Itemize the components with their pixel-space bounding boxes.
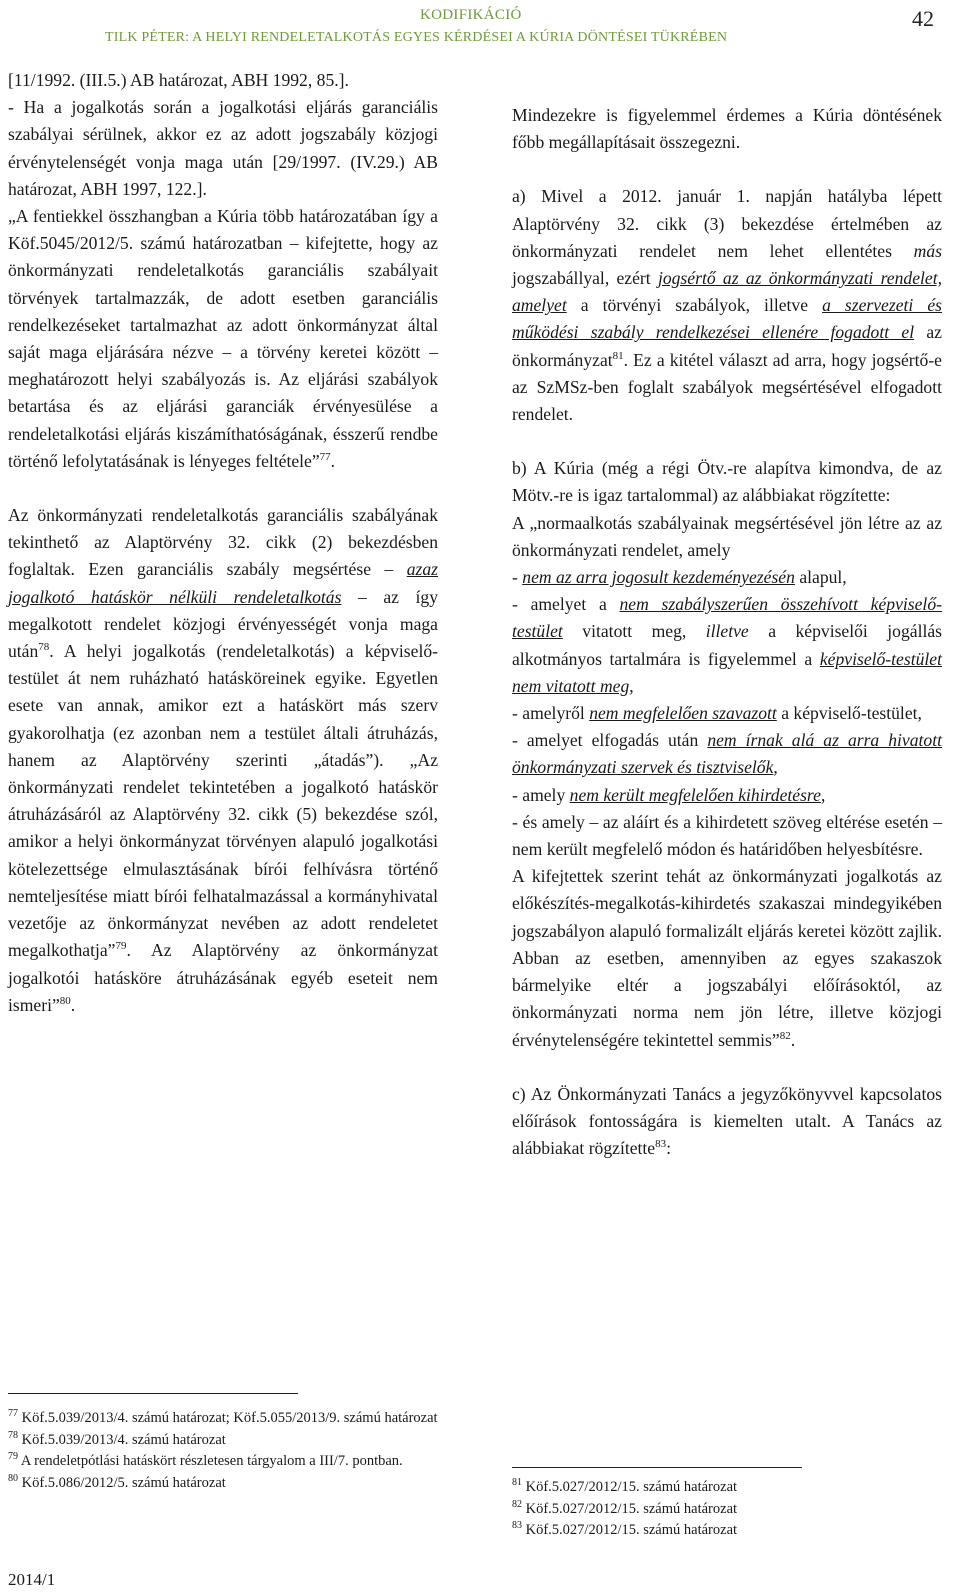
list-item: - nem az arra jogosult kezdeményezésén alapul, (512, 567, 847, 588)
paragraph: [11/1992. (III.5.) AB határozat, ABH 1992, 85.]. (8, 70, 349, 90)
paragraph: Mindezekre is figyelemmel érdemes a Kúria döntésének főbb megállapításait összegezni. (512, 105, 942, 153)
list-item: - amely nem került megfelelően kihirdetésre, (512, 784, 826, 805)
list-item: - és amely – az aláírt és a kihirdetett szöveg eltérése esetén – nem került megfelelő módon és határidőben helyesbítésre. (512, 811, 942, 860)
footnote: $^{77}$ Köf.5.039/2013/4. számú határozat; Köf.5.055/2013/9. számú határozat (8, 1408, 438, 1426)
footnote: $^{83}$ Köf.5.027/2012/15. számú határozat (512, 1520, 738, 1538)
footnote-ref: 79 (115, 940, 127, 953)
paragraph: Az önkormányzati rendeletalkotás garanciális szabályának tekinthető az Alaptörvény 32. cikk (2) bekezdésben foglaltak. Ezen garanciális szabály megsértése – azaz jogalkotó hatáskör nélküli rendeletalkotás – az így megalkotott rendelet közjogi érvényességét vonja maga után$^{78}$. A helyi jogalkotás (rendeletalkotás) a képviselő-testület át nem ruházható hatásköreinek egyike. Egyetlen esete van annak, amikor ezt a hatáskört más szerv gyakorolhatja (ez azonban nem a testület általi átruházás, hanem az Alaptörvény szerinti „átadás”). „Az önkormányzati rendelet tekintetében a jogalkotó hatáskör átruházásáról az Alaptörvény 32. cikk (5) bekezdése szól, amikor a helyi önkormányzat törvényen alapuló jogalkotási kötelezettsége elmulasztásának bírói felhívásra történő nemteljesítése miatt bírói felhatalmazással a kormányhivatal vezetője az önkormányzat nevében az adott rendeletet megalkothatja”$^{79}$. Az Alaptörvény az önkormányzat jogalkotói hatásköre átruházásának egyéb eseteit nem ismeri”$^{80}$. (8, 505, 439, 1015)
footnote-separator (512, 1467, 802, 1468)
footnote: $^{82}$ Köf.5.027/2012/15. számú határozat (512, 1498, 738, 1517)
paragraph: A „normaalkotás szabályainak megsértésével jön létre az az önkormányzati rendelet, amely (512, 512, 942, 560)
footnotes-left (8, 1408, 438, 1494)
right-column (512, 102, 942, 1162)
footnote: $^{81}$ Köf.5.027/2012/15. számú határozat (512, 1477, 738, 1495)
footnote-ref: 77 (319, 450, 331, 463)
list-item: - amelyről nem megfelelően szavazott a képviselő-testület, (512, 703, 922, 724)
journal-name: KODIFIKÁCIÓ (420, 7, 522, 23)
paragraph-b: b) A Kúria (még a régi Ötv.-re alapítva kimondva, de az Mötv.-re is igaz tartalommal) az alábbiakat rögzítette: (512, 458, 942, 506)
footnote-ref: 78 (38, 641, 50, 654)
list-item: - amelyet elfogadás után nem írnak alá az arra hivatott önkormányzati szervek és tisztviselők, (512, 730, 943, 778)
issue-label: 2014/1 (8, 1570, 56, 1589)
footnote-ref: 83 (655, 1138, 667, 1151)
footnote: $^{78}$ Köf.5.039/2013/4. számú határozat (8, 1429, 226, 1448)
page-header (0, 0, 960, 58)
paragraph-c: c) Az Önkormányzati Tanács a jegyzőkönyvvel kapcsolatos előírások fontosságára is kiemelten utalt. A Tanács az alábbiakat rögzítette$^{83}$: (512, 1083, 942, 1159)
left-column (8, 67, 438, 1019)
footnote: $^{79}$ A rendeletpótlási hatáskört részletesen tárgyalom a III/7. pontban. (8, 1451, 403, 1469)
page-number: 42 (912, 6, 934, 31)
article-running-title: TILK PÉTER: A HELYI RENDELETALKOTÁS EGYES KÉRDÉSEI A KÚRIA DÖNTÉSEI TÜKRÉBEN (105, 30, 728, 45)
footnote-ref: 82 (779, 1029, 791, 1042)
quote-paragraph: „A fentiekkel összhangban a Kúria több határozatában így a Köf.5045/2012/5. számú határozatban – kifejtette, hogy az önkormányzati rendeletalkotás garanciális szabályait törvények tartalmazzák, de adott esetben garanciális rendelkezéseket tartalmazhat az adott önkormányzat által saját maga eljárására nézve – a törvény keretei között – meghatározott helyi szabályozás is. Az eljárási szabályok betartása és az eljárási garanciák érvényesülése a rendeletalkotási eljárás kiszámíthatóságának, ésszerű rendbe történő lefolytatásának is lényeges feltétele”$^{77}$. (8, 206, 438, 471)
list-item: - amelyet a nem szabályszerűen összehívott képviselő-testület vitatott meg, illetve a képviselői jogállás alkotmányos tartalmára is figyelemmel a képviselő-testület nem vitatott meg, (512, 594, 942, 696)
footnote-separator (8, 1393, 298, 1394)
paragraph-a: a) Mivel a 2012. január 1. napján hatályba lépett Alaptörvény 32. cikk (3) bekezdése értelmében az önkormányzati rendelet nem lehet ellentétes más jogszabállyal, ezért jogsértő az az önkormányzati rendelet, amelyet a törvényi szabályok, illetve a szervezeti és működési szabály rendelkezései ellenére fogadott el az önkormányzat$^{81}$. Ez a kitétel választ ad arra, hogy jogsértő-e az SzMSz-ben foglalt szabályok megsértésével elfogadott rendelet. (512, 186, 942, 425)
paragraph: - Ha a jogalkotás során a jogalkotási eljárás garanciális szabályai sérülnek, akkor ez az adott jogszabály közjogi érvénytelenségét vonja maga után [29/1997. (IV.29.) AB határozat, ABH 1997, 122.]. (8, 97, 438, 199)
footnote-ref: 80 (59, 994, 71, 1007)
footnote-ref: 81 (612, 349, 624, 362)
footnote: $^{80}$ Köf.5.086/2012/5. számú határozat (8, 1472, 226, 1491)
footnotes-right (512, 1477, 942, 1542)
paragraph: A kifejtettek szerint tehát az önkormányzati jogalkotás az előkészítés-megalkotás-kihirdetés szakaszai mindegyikében jogszabályon alapuló formalizált eljárás keretei között zajlik. Abban az esetben, amennyiben az egyes szakaszok bármelyike eltér a jogszabályi előírásoktól, az önkormányzati norma nem jön létre, illetve közjogi érvénytelenségére tekintettel semmis”$^{82}$. (512, 866, 942, 1050)
